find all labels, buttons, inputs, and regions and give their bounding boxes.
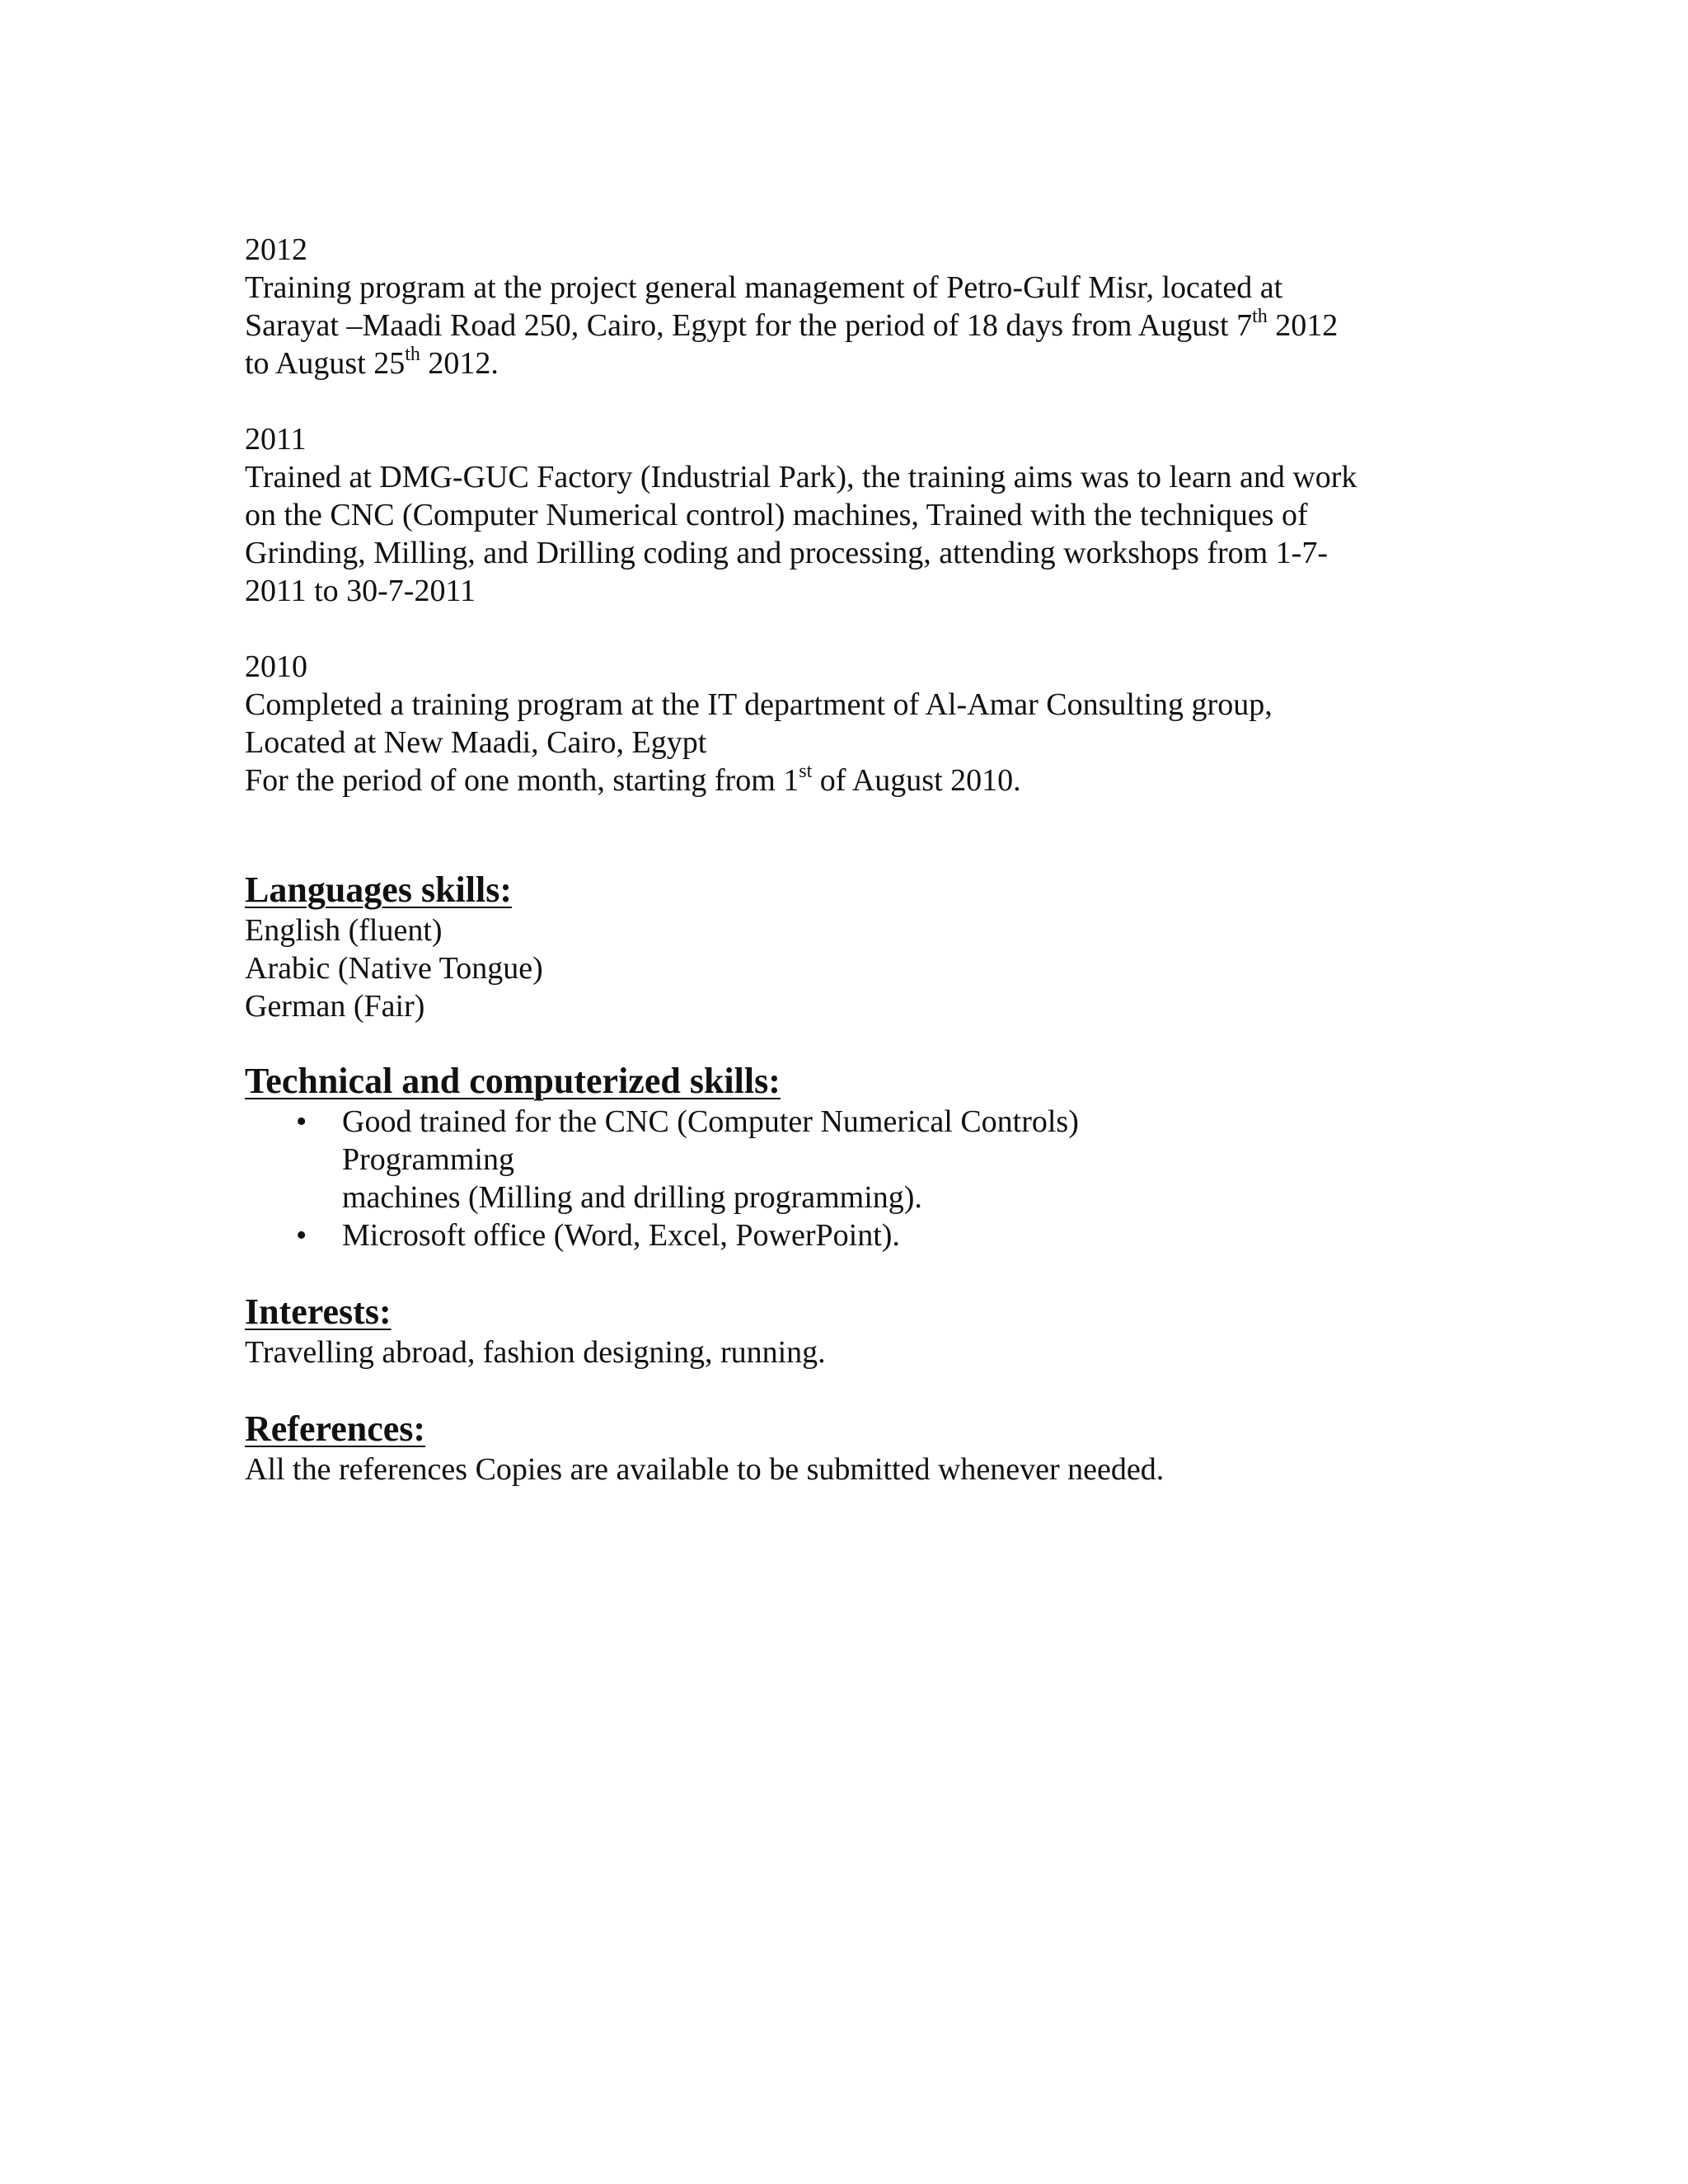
- list-item: [245, 1216, 1249, 1254]
- entry-line: on the CNC (Computer Numerical control) machines, Trained with the techniques of: [245, 498, 1308, 532]
- entry-line: [245, 307, 1481, 344]
- entry-text: Sarayat –Maadi Road 250, Cairo, Egypt for the period of 18 days from August 7: [245, 308, 1253, 343]
- ordinal-suffix: st: [799, 761, 813, 782]
- technical-skills-heading: Technical and computerized skills:: [245, 1061, 781, 1101]
- entry-line: Trained at DMG-GUC Factory (Industrial Park), the training aims was to learn and work: [245, 460, 1357, 494]
- bullet-icon: •: [296, 1218, 307, 1253]
- resume-page: [245, 231, 1481, 1488]
- entry-text: of August 2010.: [812, 763, 1021, 798]
- language-item: English (fluent): [245, 913, 443, 948]
- ordinal-suffix: th: [405, 344, 420, 365]
- bullet-icon: •: [296, 1104, 307, 1139]
- entry-line: Training program at the project general management of Petro-Gulf Misr, located at: [245, 270, 1283, 305]
- entry-year: 2011: [245, 422, 307, 457]
- entry-year: 2010: [245, 649, 307, 684]
- entry-line: 2011 to 30-7-2011: [245, 574, 476, 608]
- entry-line: [245, 344, 1481, 382]
- language-item: Arabic (Native Tongue): [245, 951, 543, 986]
- entry-line: Grinding, Milling, and Drilling coding and processing, attending workshops from 1-7-: [245, 536, 1328, 570]
- entry-year: 2012: [245, 232, 307, 267]
- training-entry-2012: [245, 231, 1481, 382]
- entry-text: For the period of one month, starting from 1: [245, 763, 799, 798]
- references-text: All the references Copies are available to be submitted whenever needed.: [245, 1452, 1165, 1487]
- entry-text: 2012.: [420, 346, 499, 381]
- list-item-text: Microsoft office (Word, Excel, PowerPoint).: [342, 1218, 900, 1253]
- entry-line: Located at New Maadi, Cairo, Egypt: [245, 725, 707, 760]
- training-entry-2011: [245, 420, 1481, 610]
- entry-text: to August 25: [245, 346, 406, 381]
- list-item: [245, 1103, 1249, 1216]
- interests-heading: Interests:: [245, 1291, 392, 1332]
- list-item-text: machines (Milling and drilling programming).: [342, 1180, 922, 1215]
- list-item-text: Good trained for the CNC (Computer Numerical Controls) Programming: [342, 1104, 1079, 1177]
- interests-text: Travelling abroad, fashion designing, running.: [245, 1335, 826, 1370]
- ordinal-suffix: th: [1252, 306, 1268, 327]
- entry-text: 2012: [1267, 308, 1339, 343]
- technical-skills-list: [245, 1103, 1481, 1254]
- references-heading: References:: [245, 1408, 426, 1449]
- entry-line: Completed a training program at the IT department of Al-Amar Consulting group,: [245, 687, 1273, 722]
- language-item: German (Fair): [245, 989, 425, 1024]
- training-entry-2010: [245, 648, 1481, 799]
- entry-line: [245, 762, 1481, 799]
- languages-heading: Languages skills:: [245, 869, 512, 910]
